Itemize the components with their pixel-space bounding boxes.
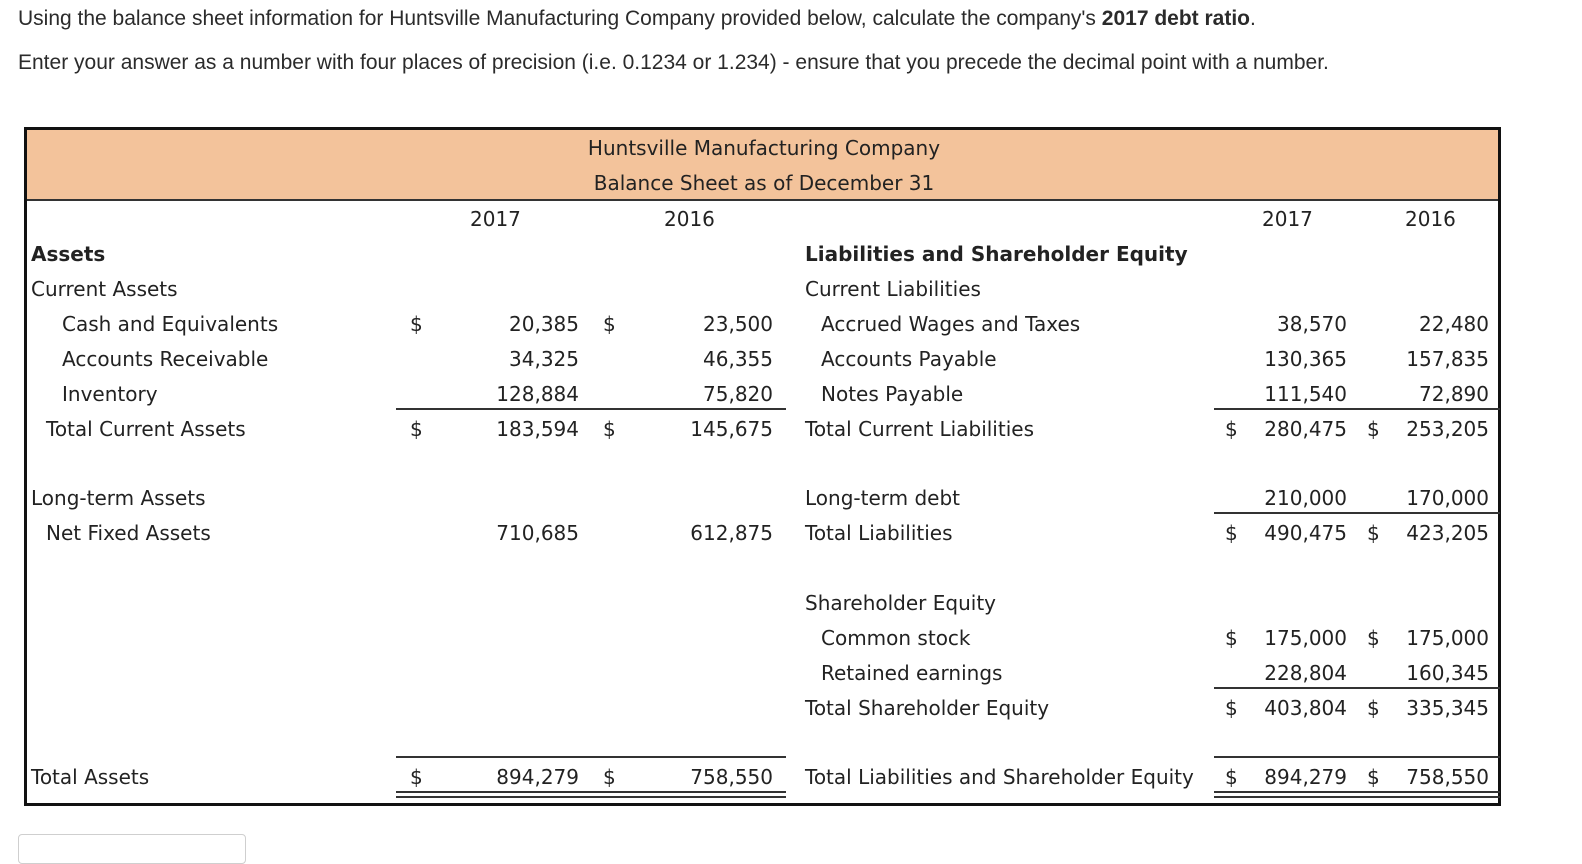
dollar-sign: $ [1225,521,1238,545]
liab-year-2016: 2016 [1405,207,1456,231]
assets-year-2016: 2016 [664,207,715,231]
subtotal-rule [1214,687,1500,689]
dollar-sign: $ [410,765,423,789]
ar-label: Accounts Receivable [62,347,269,371]
tcl-2017: 280,475 [1264,417,1347,441]
tcl-2016: 253,205 [1406,417,1489,441]
balance-sheet-table [24,127,1501,806]
ap-2017: 130,365 [1264,347,1347,371]
inventory-2016: 75,820 [703,382,773,406]
question-period: . [1250,7,1256,30]
total-rule [396,756,786,758]
lt-assets-heading: Long-term Assets [31,486,206,510]
double-underline [1214,791,1500,798]
nfa-2016: 612,875 [690,521,773,545]
current-liabilities-heading: Current Liabilities [805,277,981,301]
ltd-2017: 210,000 [1264,486,1347,510]
cs-2017: 175,000 [1264,626,1347,650]
subtotal-rule [1214,408,1500,410]
double-underline [396,791,786,798]
tl-2016: 423,205 [1406,521,1489,545]
total-rule [1214,756,1500,758]
dollar-sign: $ [1225,765,1238,789]
tse-2016: 335,345 [1406,696,1489,720]
question-emphasis: 2017 debt ratio [1101,7,1251,30]
cash-label: Cash and Equivalents [62,312,279,336]
current-assets-heading: Current Assets [31,277,178,301]
tcl-label: Total Current Liabilities [805,417,1034,441]
dollar-sign: $ [1367,626,1380,650]
tlse-2017: 894,279 [1264,765,1347,789]
assets-heading: Assets [31,242,106,266]
dollar-sign: $ [410,417,423,441]
re-2016: 160,345 [1406,661,1489,685]
question-line-1 [18,7,1256,31]
dollar-sign: $ [1367,521,1380,545]
answer-input[interactable] [18,834,246,864]
subtotal-rule [1214,512,1500,514]
wages-label: Accrued Wages and Taxes [821,312,1081,336]
dollar-sign: $ [410,312,423,336]
tse-2017: 403,804 [1264,696,1347,720]
liabilities-heading: Liabilities and Shareholder Equity [805,242,1188,266]
dollar-sign: $ [603,417,616,441]
wages-2017: 38,570 [1277,312,1347,336]
np-label: Notes Payable [821,382,964,406]
dollar-sign: $ [1367,696,1380,720]
dollar-sign: $ [603,312,616,336]
company-name: Huntsville Manufacturing Company [587,136,941,160]
np-2017: 111,540 [1264,382,1347,406]
inventory-label: Inventory [62,382,158,406]
table-header-band [27,130,1498,201]
dollar-sign: $ [603,765,616,789]
tca-label: Total Current Assets [46,417,246,441]
tse-label: Total Shareholder Equity [805,696,1050,720]
tca-2017: 183,594 [496,417,579,441]
np-2016: 72,890 [1419,382,1489,406]
cash-2016: 23,500 [703,312,773,336]
ap-2016: 157,835 [1406,347,1489,371]
assets-year-2017: 2017 [470,207,521,231]
cs-label: Common stock [821,626,971,650]
ap-label: Accounts Payable [821,347,997,371]
dollar-sign: $ [1225,696,1238,720]
wages-2016: 22,480 [1419,312,1489,336]
cash-2017: 20,385 [509,312,579,336]
dollar-sign: $ [1225,626,1238,650]
dollar-sign: $ [1367,417,1380,441]
tlse-label: Total Liabilities and Shareholder Equity [805,765,1194,789]
total-assets-2016: 758,550 [690,765,773,789]
total-assets-label: Total Assets [31,765,150,789]
ar-2016: 46,355 [703,347,773,371]
tca-2016: 145,675 [690,417,773,441]
inventory-2017: 128,884 [496,382,579,406]
sheet-subtitle: Balance Sheet as of December 31 [593,171,935,195]
tl-2017: 490,475 [1264,521,1347,545]
question-line-2: Enter your answer as a number with four places of precision (i.e. 0.1234 or 1.234) - ensure that you precede the decimal point with a number. [18,51,1329,74]
ltd-label: Long-term debt [805,486,961,510]
re-2017: 228,804 [1264,661,1347,685]
ltd-2016: 170,000 [1406,486,1489,510]
total-assets-2017: 894,279 [496,765,579,789]
dollar-sign: $ [1367,765,1380,789]
liab-year-2017: 2017 [1262,207,1313,231]
subtotal-rule [396,408,786,410]
ar-2017: 34,325 [509,347,579,371]
question-text: Using the balance sheet information for Huntsville Manufacturing Company provided below, calculate the company's [18,7,1102,30]
re-label: Retained earnings [821,661,1003,685]
tl-label: Total Liabilities [805,521,953,545]
tlse-2016: 758,550 [1406,765,1489,789]
nfa-2017: 710,685 [496,521,579,545]
cs-2016: 175,000 [1406,626,1489,650]
dollar-sign: $ [1225,417,1238,441]
nfa-label: Net Fixed Assets [46,521,211,545]
se-heading: Shareholder Equity [805,591,997,615]
